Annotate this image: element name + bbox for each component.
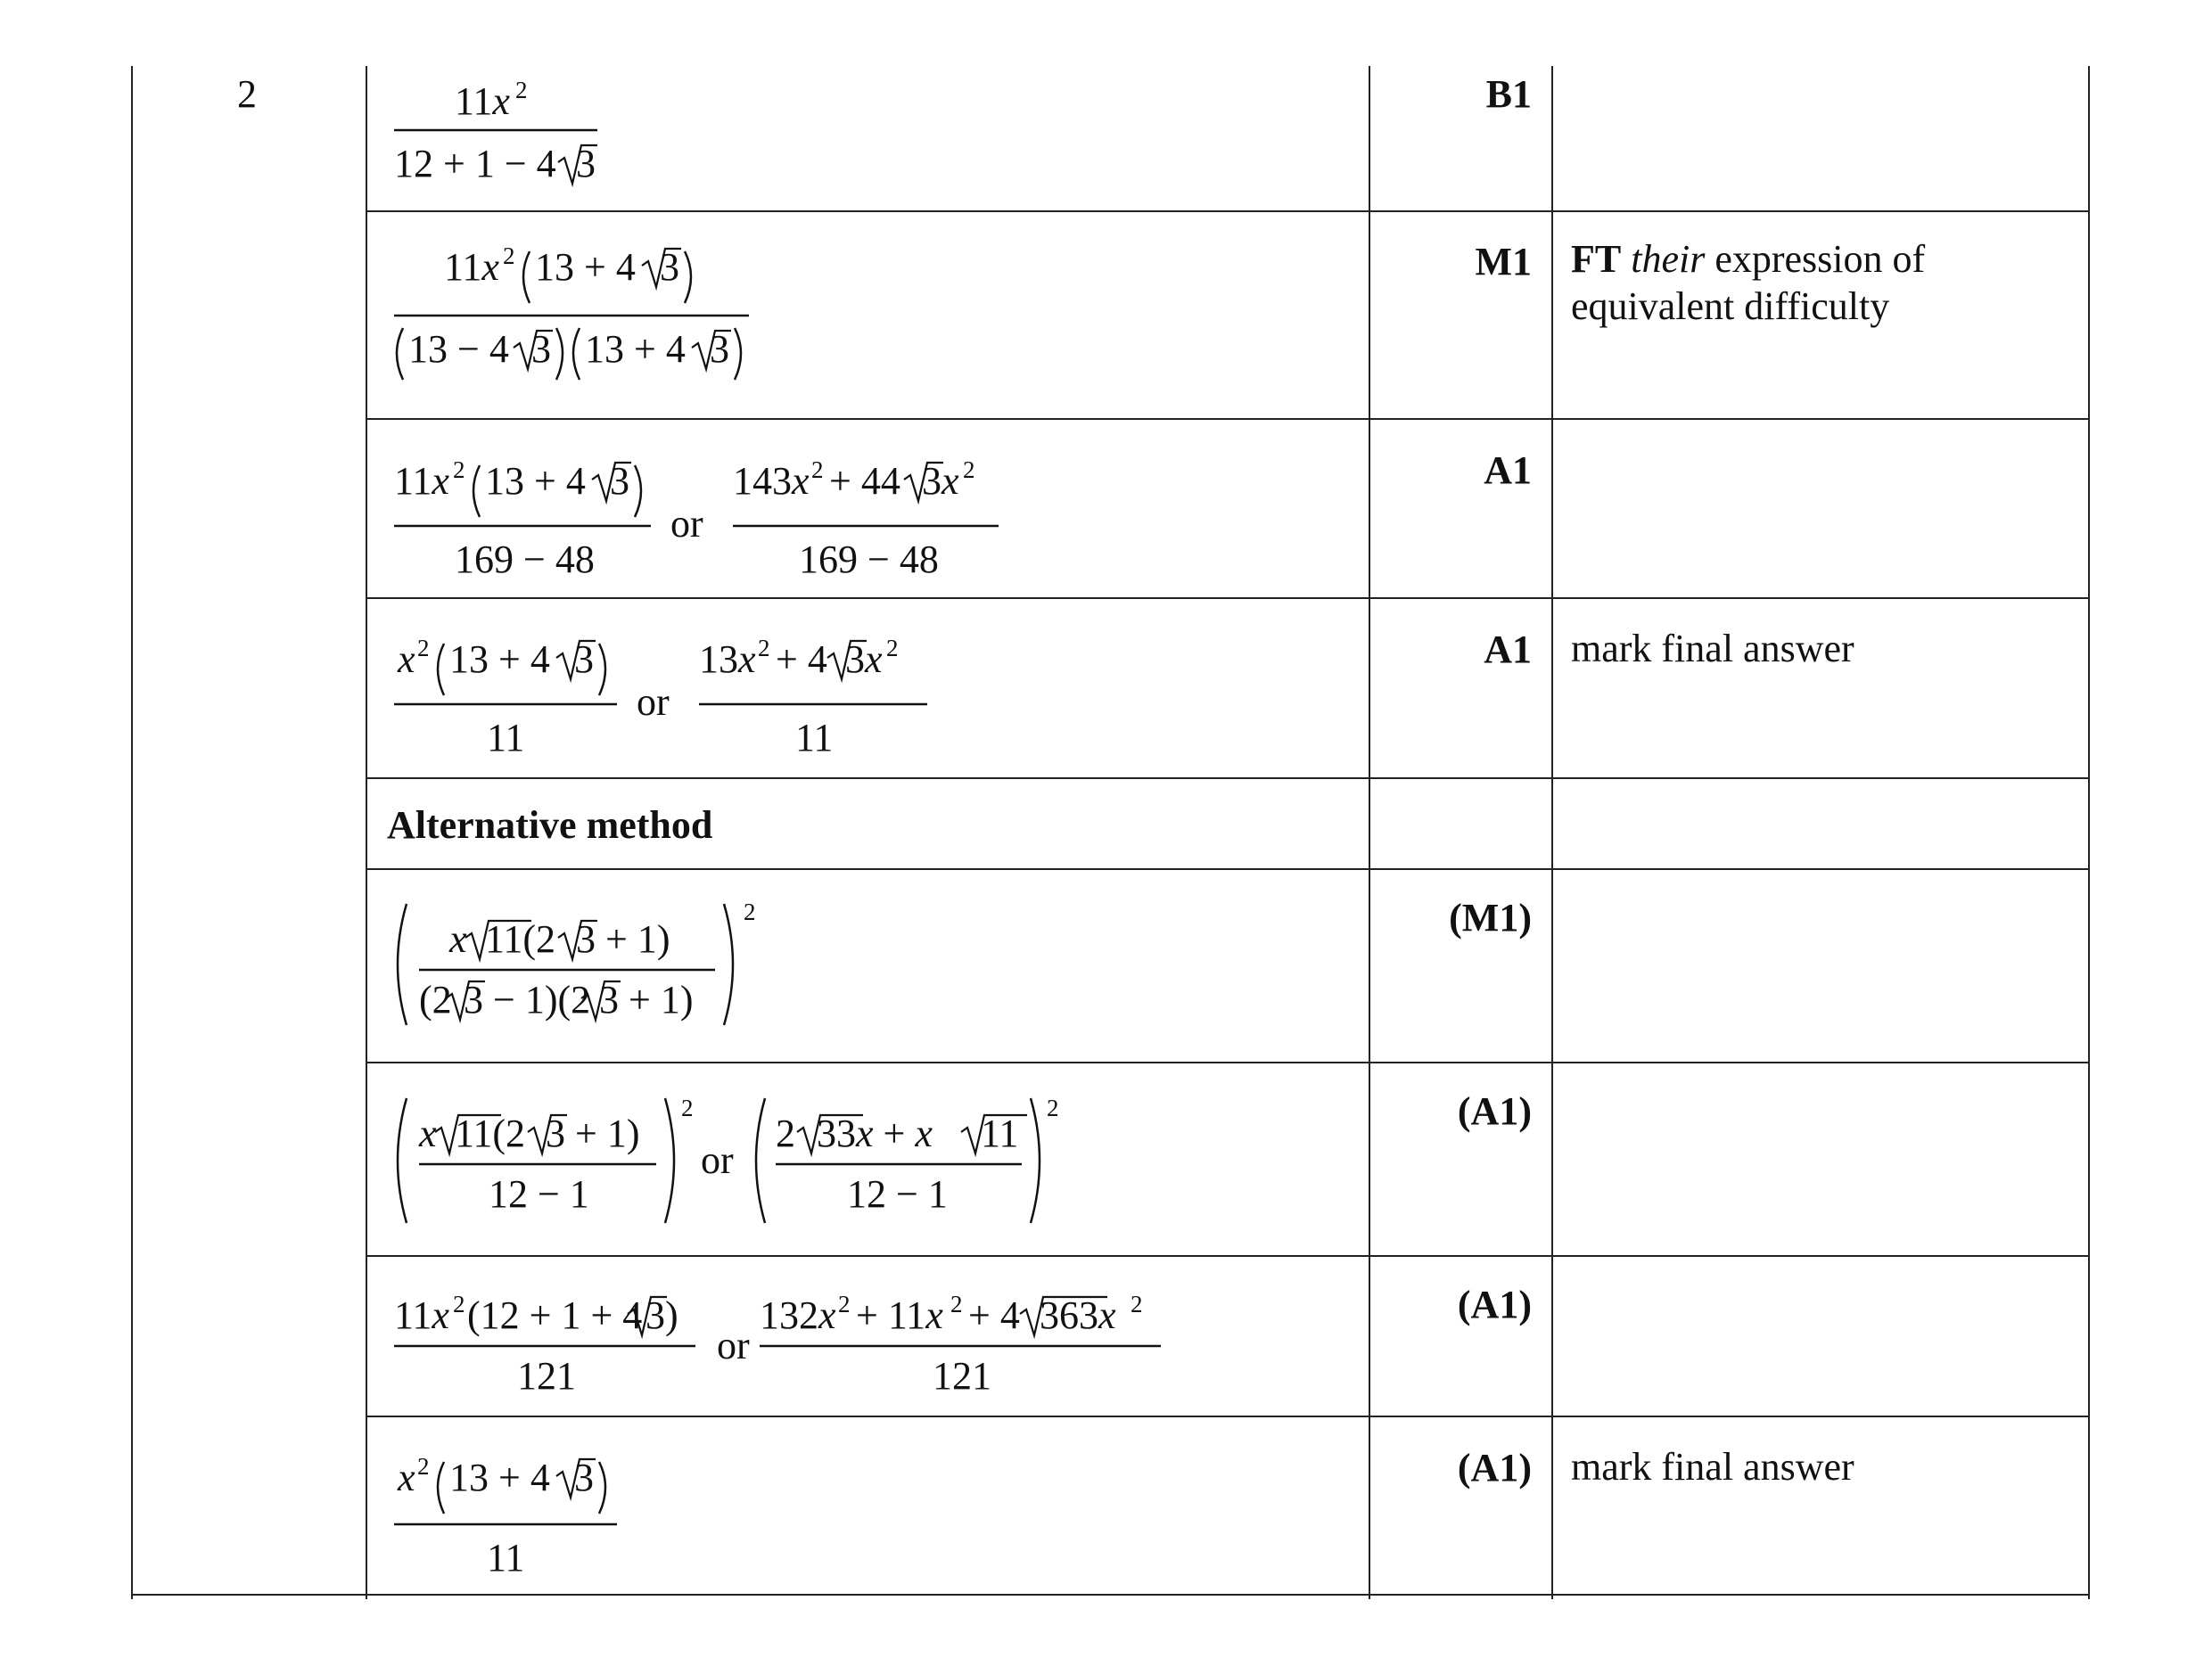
svg-text:3: 3 xyxy=(576,142,596,185)
svg-text:11: 11 xyxy=(795,716,834,759)
svg-text:2: 2 xyxy=(838,1291,851,1317)
svg-text:2: 2 xyxy=(758,635,770,661)
svg-text:11: 11 xyxy=(487,1536,525,1580)
mark-row-2: M1 xyxy=(1475,240,1532,283)
row-divider xyxy=(366,210,2090,212)
mark-row-1: B1 xyxy=(1485,72,1532,116)
svg-text:13 − 4: 13 − 4 xyxy=(408,327,509,371)
svg-text:+ 4: + 4 xyxy=(776,637,827,681)
svg-text:x: x xyxy=(398,637,415,681)
svg-text:3x: 3x xyxy=(922,459,959,503)
alternative-method-heading: Alternative method xyxy=(387,803,713,847)
svg-text:2: 2 xyxy=(1131,1291,1143,1317)
expr-row-2 xyxy=(383,232,776,401)
svg-text:3: 3 xyxy=(574,637,594,681)
svg-text:13 + 4: 13 + 4 xyxy=(449,637,550,681)
svg-text:+ 4: + 4 xyxy=(968,1293,1020,1337)
svg-text:3: 3 xyxy=(610,459,629,503)
svg-text:(12 + 1 + 4: (12 + 1 + 4 xyxy=(467,1293,643,1337)
svg-text:12 − 1: 12 − 1 xyxy=(847,1172,948,1216)
svg-text:33x + x: 33x + x xyxy=(817,1112,933,1155)
svg-text:3 + 1): 3 + 1) xyxy=(599,978,694,1022)
expr-row-8 xyxy=(383,1280,1186,1414)
svg-text:13 + 4: 13 + 4 xyxy=(535,245,636,289)
svg-text:11: 11 xyxy=(487,716,525,759)
svg-text:3): 3) xyxy=(646,1293,678,1337)
col-divider-mark xyxy=(1369,66,1370,1599)
svg-text:+ 11x: + 11x xyxy=(856,1293,943,1337)
svg-text:2: 2 xyxy=(453,1291,465,1317)
svg-text:+ 44: + 44 xyxy=(829,459,900,503)
mark-row-9: (A1) xyxy=(1457,1446,1532,1490)
table-bottom-border xyxy=(131,1594,2090,1596)
row-divider xyxy=(366,777,2090,779)
comment-rest: expression of equivalent difficulty xyxy=(1571,237,1926,328)
expr-row-9 xyxy=(383,1442,651,1585)
col-divider-answer xyxy=(366,66,367,1599)
comment-ft: FT xyxy=(1571,237,1622,281)
svg-text:11x: 11x xyxy=(455,79,510,123)
expr-row-1 xyxy=(383,75,615,191)
svg-text:12 − 1: 12 − 1 xyxy=(489,1172,589,1216)
svg-text:x: x xyxy=(449,917,467,961)
svg-text:363x: 363x xyxy=(1040,1293,1116,1337)
mark-row-3: A1 xyxy=(1484,448,1532,492)
mark-row-6: (M1) xyxy=(1449,896,1532,940)
svg-text:2: 2 xyxy=(811,456,824,483)
svg-text:or: or xyxy=(701,1138,734,1182)
svg-text:12 + 1 − 4: 12 + 1 − 4 xyxy=(394,142,556,185)
svg-text:2: 2 xyxy=(515,77,528,103)
comment-their: their xyxy=(1631,237,1706,281)
svg-text:2: 2 xyxy=(417,635,430,661)
row-divider xyxy=(366,868,2090,870)
expr-row-7 xyxy=(383,1089,1061,1250)
svg-text:2: 2 xyxy=(503,242,515,269)
svg-text:or: or xyxy=(670,502,703,546)
comment-row-4: mark final answer xyxy=(1571,627,1854,670)
svg-text:3: 3 xyxy=(531,327,551,371)
svg-text:or: or xyxy=(637,680,670,724)
svg-text:3x: 3x xyxy=(845,637,883,681)
table-left-border xyxy=(131,66,133,1599)
svg-text:(2: (2 xyxy=(419,978,452,1022)
comment-row-9: mark final answer xyxy=(1571,1445,1854,1489)
comment-row-2 xyxy=(1571,236,2070,331)
row-divider xyxy=(366,597,2090,599)
svg-text:2: 2 xyxy=(1047,1095,1059,1121)
row-divider xyxy=(366,1255,2090,1257)
svg-text:2: 2 xyxy=(744,899,756,925)
svg-text:2: 2 xyxy=(453,456,465,483)
svg-text:2: 2 xyxy=(963,456,975,483)
svg-text:121: 121 xyxy=(933,1354,991,1398)
svg-text:11: 11 xyxy=(981,1112,1019,1155)
mark-row-7: (A1) xyxy=(1457,1089,1532,1133)
svg-text:x: x xyxy=(419,1112,437,1155)
svg-text:13 + 4: 13 + 4 xyxy=(449,1456,550,1499)
svg-text:x: x xyxy=(398,1456,415,1499)
svg-text:3: 3 xyxy=(660,245,679,289)
col-divider-comment xyxy=(1551,66,1553,1599)
table-right-border xyxy=(2088,66,2090,1599)
svg-text:11x: 11x xyxy=(394,1293,449,1337)
row-divider xyxy=(366,418,2090,420)
svg-text:3 + 1): 3 + 1) xyxy=(576,917,670,961)
svg-text:2: 2 xyxy=(417,1453,430,1480)
svg-text:2: 2 xyxy=(950,1291,963,1317)
mark-row-8: (A1) xyxy=(1457,1283,1532,1326)
svg-text:2: 2 xyxy=(776,1112,795,1155)
svg-text:2: 2 xyxy=(681,1095,694,1121)
svg-text:143x: 143x xyxy=(733,459,810,503)
svg-text:2: 2 xyxy=(886,635,899,661)
svg-text:132x: 132x xyxy=(760,1293,836,1337)
svg-text:169 − 48: 169 − 48 xyxy=(799,538,939,581)
svg-text:3 − 1)(2: 3 − 1)(2 xyxy=(464,978,591,1022)
expr-row-3 xyxy=(383,446,1025,588)
svg-text:3 + 1): 3 + 1) xyxy=(546,1112,640,1155)
svg-text:11(2: 11(2 xyxy=(485,917,556,961)
svg-text:11(2: 11(2 xyxy=(455,1112,526,1155)
expr-row-6 xyxy=(383,891,776,1052)
svg-text:3: 3 xyxy=(710,327,729,371)
svg-text:13x: 13x xyxy=(699,637,756,681)
mark-row-4: A1 xyxy=(1484,628,1532,671)
row-divider xyxy=(366,1416,2090,1417)
svg-text:11x: 11x xyxy=(394,459,449,503)
expr-row-4 xyxy=(383,624,954,767)
svg-text:or: or xyxy=(717,1324,750,1367)
svg-text:13 + 4: 13 + 4 xyxy=(485,459,586,503)
svg-text:121: 121 xyxy=(517,1354,576,1398)
svg-text:3: 3 xyxy=(574,1456,594,1499)
svg-text:11x: 11x xyxy=(444,245,499,289)
question-number: 2 xyxy=(237,72,257,116)
svg-text:169 − 48: 169 − 48 xyxy=(455,538,595,581)
row-divider xyxy=(366,1062,2090,1063)
svg-text:13 + 4: 13 + 4 xyxy=(585,327,686,371)
